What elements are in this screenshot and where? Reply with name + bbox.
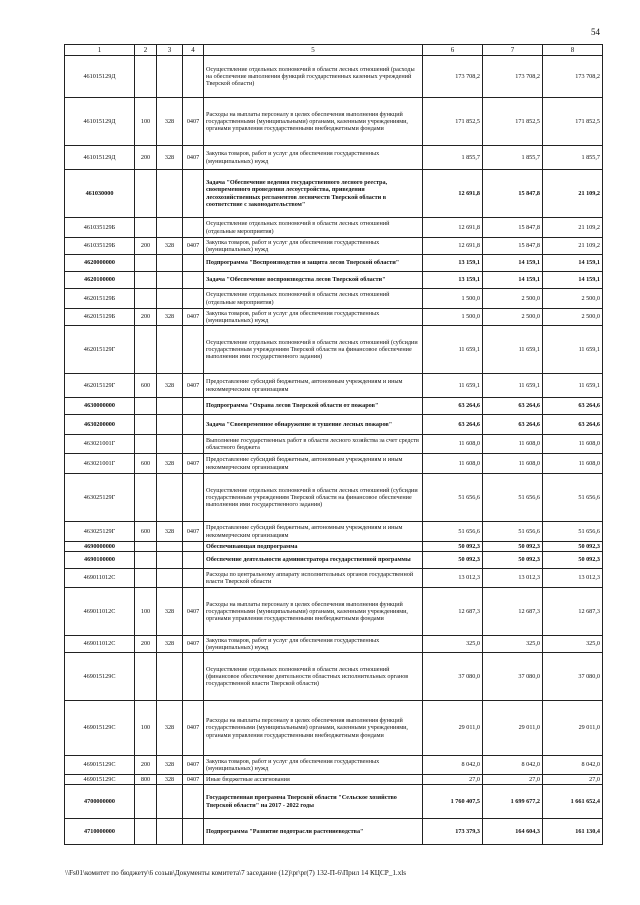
ministry-code-cell (157, 785, 183, 819)
amount-year1-cell: 173 379,3 (423, 819, 483, 845)
section-code-cell: 0407 (183, 756, 204, 775)
item-name-cell: Осуществление отдельных полномочий в области лесных отношений (субсидии государственным учреждениям Тверской области на финансовое обеспечение выполнения ими государственного задания) (204, 474, 423, 522)
header-row (65, 45, 603, 56)
ministry-code-cell (157, 474, 183, 522)
amount-year1-cell: 51 656,6 (423, 474, 483, 522)
ministry-code-cell: 328 (157, 588, 183, 636)
amount-year1-cell: 1 760 407,5 (423, 785, 483, 819)
section-code-cell (183, 552, 204, 569)
amount-year2-cell: 13 012,3 (483, 569, 543, 588)
kcsr-code-cell: 462015129Г (65, 374, 135, 398)
ministry-code-cell (157, 289, 183, 309)
expense-type-cell: 200 (135, 636, 157, 653)
ministry-code-cell: 328 (157, 636, 183, 653)
amount-year2-cell: 11 608,0 (483, 435, 543, 454)
table-row (65, 636, 603, 653)
kcsr-code-cell: 4700000000 (65, 785, 135, 819)
ministry-code-cell (157, 435, 183, 454)
amount-year2-cell: 14 159,1 (483, 255, 543, 272)
kcsr-code-cell: 461015129Д (65, 146, 135, 170)
amount-year3-cell: 14 159,1 (543, 255, 603, 272)
amount-year3-cell: 37 080,0 (543, 653, 603, 701)
expense-type-cell (135, 218, 157, 238)
table-row (65, 701, 603, 756)
item-name-cell: Задача "Обеспечение ведения государственного лесного реестра, своевременного проведения лесоустройства, приведения лесохозяйственных регламентов лесничеств Тверской области в соответствие с законодательством" (204, 170, 423, 218)
amount-year3-cell: 50 092,3 (543, 542, 603, 552)
amount-year1-cell: 50 092,3 (423, 552, 483, 569)
amount-year2-cell: 27,0 (483, 775, 543, 785)
amount-year1-cell: 27,0 (423, 775, 483, 785)
section-code-cell: 0407 (183, 309, 204, 326)
item-name-cell: Закупка товаров, работ и услуг для обеспечения государственных (муниципальных) нужд (204, 238, 423, 255)
amount-year1-cell: 13 159,1 (423, 255, 483, 272)
ministry-code-cell (157, 569, 183, 588)
table-row (65, 309, 603, 326)
table-row (65, 374, 603, 398)
amount-year2-cell: 63 264,6 (483, 415, 543, 435)
table-row (65, 785, 603, 819)
header-cell: 6 (423, 45, 483, 56)
amount-year1-cell: 13 159,1 (423, 272, 483, 289)
kcsr-code-cell: 461035129Б (65, 238, 135, 255)
section-code-cell (183, 170, 204, 218)
amount-year2-cell: 63 264,6 (483, 398, 543, 415)
expense-type-cell: 600 (135, 522, 157, 542)
ministry-code-cell: 328 (157, 238, 183, 255)
item-name-cell: Обеспечивающая подпрограмма (204, 542, 423, 552)
amount-year3-cell: 2 500,0 (543, 289, 603, 309)
table-row (65, 819, 603, 845)
kcsr-code-cell: 4690100000 (65, 552, 135, 569)
section-code-cell (183, 819, 204, 845)
kcsr-code-cell: 461015129Д (65, 56, 135, 98)
ministry-code-cell: 328 (157, 374, 183, 398)
amount-year1-cell: 12 691,8 (423, 218, 483, 238)
section-code-cell (183, 326, 204, 374)
page-number: 54 (591, 27, 600, 37)
table-row (65, 272, 603, 289)
table-row (65, 56, 603, 98)
section-code-cell: 0407 (183, 588, 204, 636)
amount-year3-cell: 171 852,5 (543, 98, 603, 146)
expense-type-cell (135, 785, 157, 819)
expense-type-cell (135, 289, 157, 309)
amount-year3-cell: 12 687,3 (543, 588, 603, 636)
section-code-cell (183, 56, 204, 98)
kcsr-code-cell: 463021001Г (65, 454, 135, 474)
section-code-cell: 0407 (183, 454, 204, 474)
section-code-cell (183, 474, 204, 522)
header-cell: 2 (135, 45, 157, 56)
ministry-code-cell (157, 272, 183, 289)
item-name-cell: Расходы по центральному аппарату исполнительных органов государственной власти Тверской области (204, 569, 423, 588)
item-name-cell: Подпрограмма "Развитие подотрасли растениеводства" (204, 819, 423, 845)
amount-year1-cell: 11 659,1 (423, 326, 483, 374)
item-name-cell: Осуществление отдельных полномочий в области лесных отношений (отдельные мероприятия) (204, 289, 423, 309)
section-code-cell: 0407 (183, 238, 204, 255)
header-cell: 1 (65, 45, 135, 56)
amount-year2-cell: 325,0 (483, 636, 543, 653)
amount-year2-cell: 1 855,7 (483, 146, 543, 170)
amount-year2-cell: 1 699 677,2 (483, 785, 543, 819)
expense-type-cell: 100 (135, 588, 157, 636)
section-code-cell: 0407 (183, 775, 204, 785)
kcsr-code-cell: 463025129Г (65, 474, 135, 522)
amount-year2-cell: 8 042,0 (483, 756, 543, 775)
table-row (65, 326, 603, 374)
budget-table (64, 44, 603, 845)
item-name-cell: Государственная программа Тверской области "Сельское хозяйство Тверской области" на 2017 - 2022 годы (204, 785, 423, 819)
amount-year3-cell: 161 130,4 (543, 819, 603, 845)
kcsr-code-cell: 462015129Б (65, 309, 135, 326)
item-name-cell: Закупка товаров, работ и услуг для обеспечения государственных (муниципальных) нужд (204, 146, 423, 170)
ministry-code-cell: 328 (157, 309, 183, 326)
expense-type-cell (135, 474, 157, 522)
amount-year3-cell: 11 608,0 (543, 454, 603, 474)
table-row (65, 756, 603, 775)
table-row (65, 653, 603, 701)
expense-type-cell (135, 415, 157, 435)
table-row (65, 435, 603, 454)
table-row (65, 588, 603, 636)
amount-year2-cell: 51 656,6 (483, 474, 543, 522)
section-code-cell (183, 785, 204, 819)
section-code-cell: 0407 (183, 146, 204, 170)
amount-year3-cell: 8 042,0 (543, 756, 603, 775)
amount-year3-cell: 21 109,2 (543, 170, 603, 218)
ministry-code-cell (157, 653, 183, 701)
expense-type-cell (135, 542, 157, 552)
section-code-cell (183, 272, 204, 289)
kcsr-code-cell: 463021001Г (65, 435, 135, 454)
ministry-code-cell: 328 (157, 522, 183, 542)
amount-year2-cell: 37 080,0 (483, 653, 543, 701)
section-code-cell (183, 255, 204, 272)
expense-type-cell: 100 (135, 701, 157, 756)
ministry-code-cell (157, 170, 183, 218)
section-code-cell: 0407 (183, 98, 204, 146)
expense-type-cell (135, 653, 157, 701)
amount-year3-cell: 21 109,2 (543, 238, 603, 255)
amount-year1-cell: 11 608,0 (423, 435, 483, 454)
amount-year2-cell: 11 659,1 (483, 374, 543, 398)
ministry-code-cell: 328 (157, 454, 183, 474)
expense-type-cell: 200 (135, 309, 157, 326)
kcsr-code-cell: 469015129С (65, 653, 135, 701)
table-row (65, 474, 603, 522)
expense-type-cell (135, 435, 157, 454)
amount-year2-cell: 12 687,3 (483, 588, 543, 636)
amount-year1-cell: 50 092,3 (423, 542, 483, 552)
section-code-cell: 0407 (183, 636, 204, 653)
table-row (65, 238, 603, 255)
ministry-code-cell (157, 255, 183, 272)
amount-year2-cell: 15 847,8 (483, 238, 543, 255)
section-code-cell: 0407 (183, 522, 204, 542)
file-path-footer: \\Fs01\комитет по бюджету\6 созыв\Документы комитета\7 заседание (12)\pr\pr(7) 132-П-6\Прил 14 КЦСР_1.xls (65, 869, 407, 877)
amount-year1-cell: 51 656,6 (423, 522, 483, 542)
amount-year3-cell: 21 109,2 (543, 218, 603, 238)
item-name-cell: Задача "Своевременное обнаружение и тушение лесных пожаров" (204, 415, 423, 435)
amount-year1-cell: 171 852,5 (423, 98, 483, 146)
amount-year3-cell: 1 855,7 (543, 146, 603, 170)
expense-type-cell: 200 (135, 146, 157, 170)
expense-type-cell (135, 255, 157, 272)
ministry-code-cell: 328 (157, 146, 183, 170)
table-row (65, 552, 603, 569)
ministry-code-cell (157, 552, 183, 569)
ministry-code-cell: 328 (157, 701, 183, 756)
table-row (65, 218, 603, 238)
table-row (65, 415, 603, 435)
amount-year2-cell: 173 708,2 (483, 56, 543, 98)
expense-type-cell: 200 (135, 238, 157, 255)
ministry-code-cell: 328 (157, 98, 183, 146)
kcsr-code-cell: 461035129Б (65, 218, 135, 238)
kcsr-code-cell: 462015129Г (65, 326, 135, 374)
kcsr-code-cell: 469015129С (65, 775, 135, 785)
amount-year3-cell: 325,0 (543, 636, 603, 653)
header-cell: 3 (157, 45, 183, 56)
ministry-code-cell (157, 326, 183, 374)
item-name-cell: Осуществление отдельных полномочий в области лесных отношений (расходы на обеспечение выполнения функций государственных казенных учреждений Тверской области) (204, 56, 423, 98)
table-row (65, 289, 603, 309)
amount-year1-cell: 12 691,8 (423, 238, 483, 255)
header-cell: 7 (483, 45, 543, 56)
kcsr-code-cell: 4620100000 (65, 272, 135, 289)
amount-year3-cell: 11 659,1 (543, 374, 603, 398)
amount-year2-cell: 2 500,0 (483, 309, 543, 326)
amount-year1-cell: 325,0 (423, 636, 483, 653)
kcsr-code-cell: 463025129Г (65, 522, 135, 542)
item-name-cell: Предоставление субсидий бюджетным, автономным учреждениям и иным некоммерческим организациям (204, 374, 423, 398)
kcsr-code-cell: 4630000000 (65, 398, 135, 415)
ministry-code-cell: 328 (157, 756, 183, 775)
amount-year3-cell: 63 264,6 (543, 398, 603, 415)
ministry-code-cell (157, 819, 183, 845)
header-cell: 8 (543, 45, 603, 56)
amount-year3-cell: 50 092,3 (543, 552, 603, 569)
ministry-code-cell (157, 542, 183, 552)
amount-year1-cell: 37 080,0 (423, 653, 483, 701)
ministry-code-cell: 328 (157, 775, 183, 785)
item-name-cell: Обеспечение деятельности администратора государственной программы (204, 552, 423, 569)
section-code-cell: 0407 (183, 701, 204, 756)
amount-year3-cell: 13 012,3 (543, 569, 603, 588)
expense-type-cell: 600 (135, 374, 157, 398)
table-row (65, 98, 603, 146)
expense-type-cell: 200 (135, 756, 157, 775)
amount-year1-cell: 8 042,0 (423, 756, 483, 775)
item-name-cell: Осуществление отдельных полномочий в области лесных отношений (финансовое обеспечение деятельности областных исполнительных органов государственной власти Тверской области) (204, 653, 423, 701)
header-cell: 5 (204, 45, 423, 56)
amount-year3-cell: 2 500,0 (543, 309, 603, 326)
table-row (65, 775, 603, 785)
section-code-cell (183, 435, 204, 454)
section-code-cell (183, 415, 204, 435)
table-row (65, 146, 603, 170)
amount-year1-cell: 11 659,1 (423, 374, 483, 398)
amount-year1-cell: 1 855,7 (423, 146, 483, 170)
amount-year1-cell: 173 708,2 (423, 56, 483, 98)
item-name-cell: Предоставление субсидий бюджетным, автономным учреждениям и иным некоммерческим организациям (204, 522, 423, 542)
item-name-cell: Выполнение государственных работ в области лесного хозяйства за счет средств областного бюджета (204, 435, 423, 454)
section-code-cell: 0407 (183, 374, 204, 398)
kcsr-code-cell: 469011012С (65, 588, 135, 636)
ministry-code-cell (157, 218, 183, 238)
kcsr-code-cell: 469015129С (65, 701, 135, 756)
item-name-cell: Иные бюджетные ассигнования (204, 775, 423, 785)
ministry-code-cell (157, 415, 183, 435)
item-name-cell: Осуществление отдельных полномочий в области лесных отношений (отдельные мероприятия) (204, 218, 423, 238)
amount-year2-cell: 15 847,8 (483, 170, 543, 218)
amount-year1-cell: 29 011,0 (423, 701, 483, 756)
item-name-cell: Задача "Обеспечение воспроизводства лесов Тверской области" (204, 272, 423, 289)
amount-year2-cell: 2 500,0 (483, 289, 543, 309)
item-name-cell: Подпрограмма "Охрана лесов Тверской области от пожаров" (204, 398, 423, 415)
header-cell: 4 (183, 45, 204, 56)
amount-year1-cell: 11 608,0 (423, 454, 483, 474)
expense-type-cell (135, 272, 157, 289)
amount-year2-cell: 51 656,6 (483, 522, 543, 542)
section-code-cell (183, 398, 204, 415)
item-name-cell: Закупка товаров, работ и услуг для обеспечения государственных (муниципальных) нужд (204, 309, 423, 326)
amount-year3-cell: 27,0 (543, 775, 603, 785)
table-row (65, 542, 603, 552)
amount-year3-cell: 51 656,6 (543, 522, 603, 542)
expense-type-cell (135, 569, 157, 588)
kcsr-code-cell: 4620000000 (65, 255, 135, 272)
amount-year2-cell: 29 011,0 (483, 701, 543, 756)
item-name-cell: Подпрограмма "Воспроизводство и защита лесов Тверской области" (204, 255, 423, 272)
expense-type-cell (135, 326, 157, 374)
expense-type-cell (135, 170, 157, 218)
table-row (65, 255, 603, 272)
table-row (65, 398, 603, 415)
kcsr-code-cell: 4690000000 (65, 542, 135, 552)
amount-year2-cell: 50 092,3 (483, 552, 543, 569)
item-name-cell: Расходы на выплаты персоналу в целях обеспечения выполнения функций государственными (муниципальными) органами, казенными учреждениями, органами управления государственными внебюджетными фондами (204, 588, 423, 636)
amount-year2-cell: 164 604,3 (483, 819, 543, 845)
amount-year2-cell: 11 659,1 (483, 326, 543, 374)
table-row (65, 454, 603, 474)
expense-type-cell (135, 819, 157, 845)
amount-year1-cell: 63 264,6 (423, 415, 483, 435)
expense-type-cell: 600 (135, 454, 157, 474)
kcsr-code-cell: 469011012С (65, 569, 135, 588)
amount-year1-cell: 1 500,0 (423, 309, 483, 326)
item-name-cell: Расходы на выплаты персоналу в целях обеспечения выполнения функций государственными (муниципальными) органами, казенными учреждениями, органами управления государственными внебюджетными фондами (204, 701, 423, 756)
expense-type-cell (135, 398, 157, 415)
item-name-cell: Закупка товаров, работ и услуг для обеспечения государственных (муниципальных) нужд (204, 636, 423, 653)
amount-year2-cell: 50 092,3 (483, 542, 543, 552)
expense-type-cell (135, 552, 157, 569)
amount-year1-cell: 12 687,3 (423, 588, 483, 636)
amount-year1-cell: 13 012,3 (423, 569, 483, 588)
amount-year2-cell: 11 608,0 (483, 454, 543, 474)
kcsr-code-cell: 461015129Д (65, 98, 135, 146)
table-row (65, 170, 603, 218)
amount-year1-cell: 63 264,6 (423, 398, 483, 415)
table-row (65, 569, 603, 588)
section-code-cell (183, 218, 204, 238)
amount-year3-cell: 63 264,6 (543, 415, 603, 435)
item-name-cell: Предоставление субсидий бюджетным, автономным учреждениям и иным некоммерческим организациям (204, 454, 423, 474)
kcsr-code-cell: 461030000 (65, 170, 135, 218)
amount-year3-cell: 11 659,1 (543, 326, 603, 374)
kcsr-code-cell: 4630200000 (65, 415, 135, 435)
kcsr-code-cell: 469011012С (65, 636, 135, 653)
kcsr-code-cell: 462015129Б (65, 289, 135, 309)
kcsr-code-cell: 469015129С (65, 756, 135, 775)
amount-year3-cell: 14 159,1 (543, 272, 603, 289)
amount-year3-cell: 51 656,6 (543, 474, 603, 522)
item-name-cell: Расходы на выплаты персоналу в целях обеспечения выполнения функций государственными (муниципальными) органами, казенными учреждениями, органами управления государственными внебюджетными фондами (204, 98, 423, 146)
table-row (65, 522, 603, 542)
ministry-code-cell (157, 398, 183, 415)
item-name-cell: Закупка товаров, работ и услуг для обеспечения государственных (муниципальных) нужд (204, 756, 423, 775)
amount-year2-cell: 15 847,8 (483, 218, 543, 238)
amount-year1-cell: 12 691,8 (423, 170, 483, 218)
expense-type-cell (135, 56, 157, 98)
section-code-cell (183, 542, 204, 552)
kcsr-code-cell: 4710000000 (65, 819, 135, 845)
expense-type-cell: 100 (135, 98, 157, 146)
item-name-cell: Осуществление отдельных полномочий в области лесных отношений (субсидии государственным учреждениям Тверской области на финансовое обеспечение выполнения ими государственного задания) (204, 326, 423, 374)
amount-year1-cell: 1 500,0 (423, 289, 483, 309)
section-code-cell (183, 289, 204, 309)
amount-year2-cell: 14 159,1 (483, 272, 543, 289)
section-code-cell (183, 569, 204, 588)
amount-year3-cell: 29 011,0 (543, 701, 603, 756)
amount-year3-cell: 1 661 652,4 (543, 785, 603, 819)
ministry-code-cell (157, 56, 183, 98)
section-code-cell (183, 653, 204, 701)
amount-year2-cell: 171 852,5 (483, 98, 543, 146)
amount-year3-cell: 173 708,2 (543, 56, 603, 98)
expense-type-cell: 800 (135, 775, 157, 785)
amount-year3-cell: 11 608,0 (543, 435, 603, 454)
